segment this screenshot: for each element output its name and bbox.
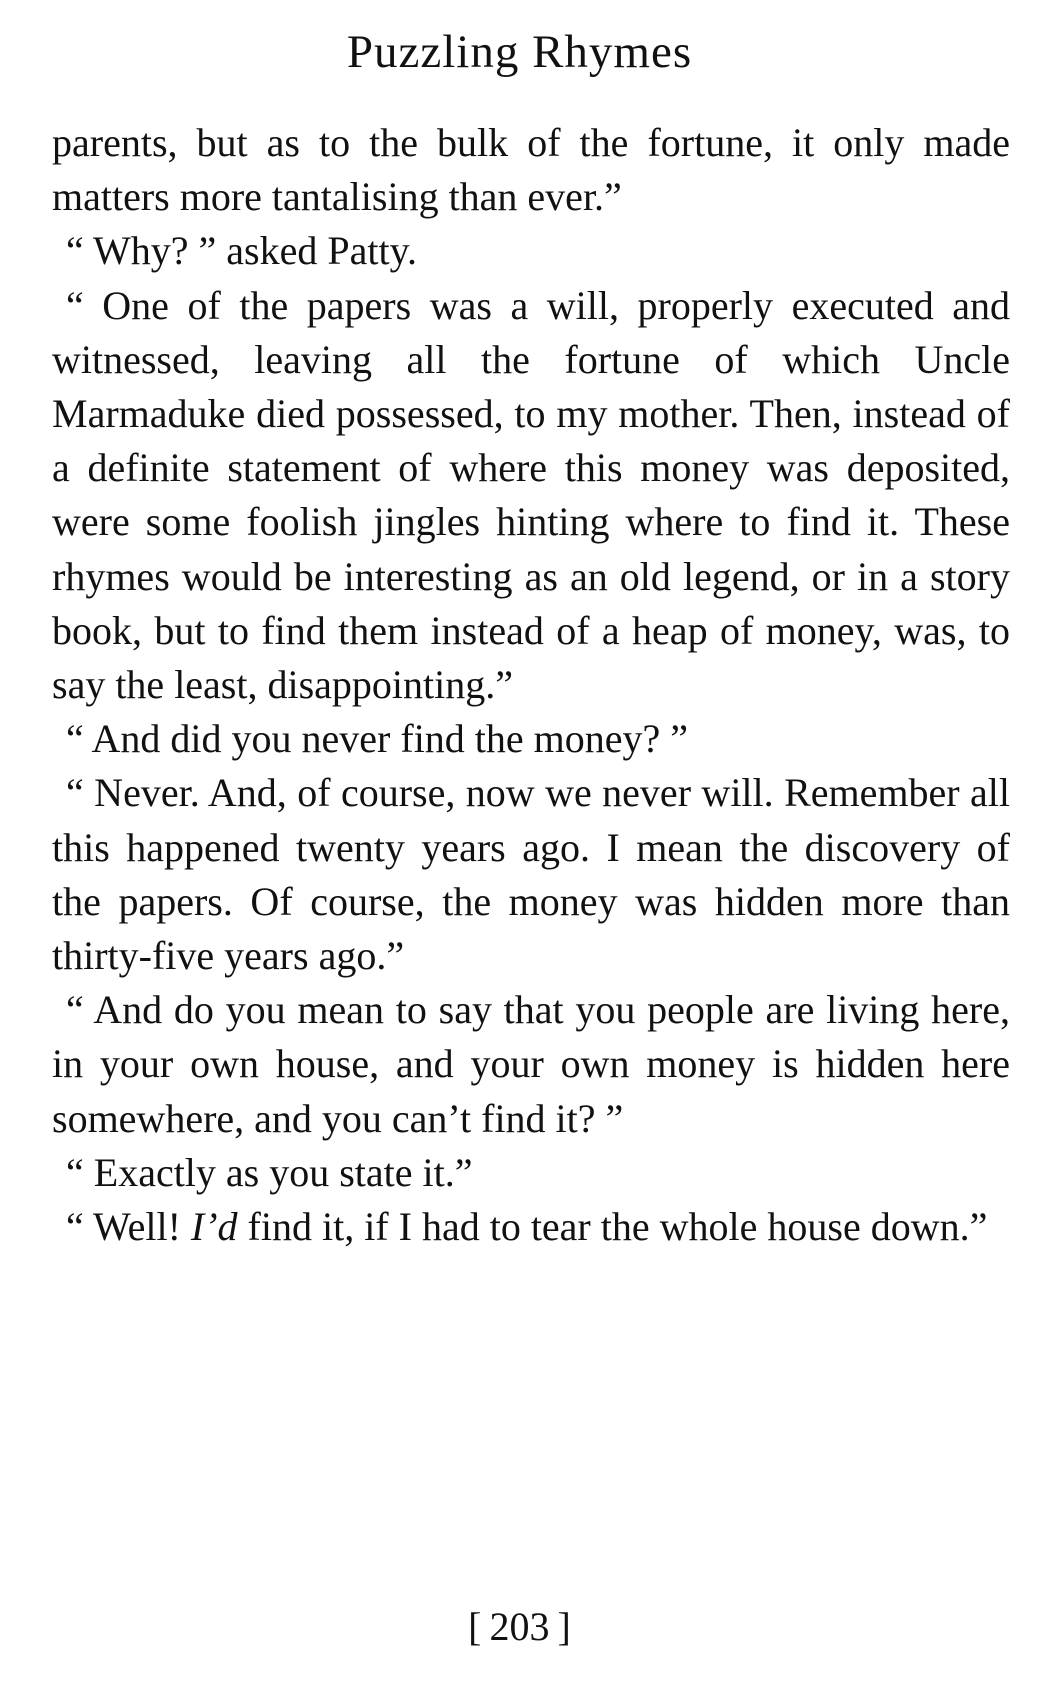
paragraph-lead: “ Well! bbox=[66, 1204, 191, 1250]
paragraph-rest: find it, if I had to tear the whole house down.” bbox=[237, 1204, 988, 1250]
paragraph-continuation: parents, but as to the bulk of the fortune, it only made matters more tantalising than ever.” bbox=[52, 120, 1010, 220]
paragraph-dialogue: “ Never. And, of course, now we never will. Remember all this happened twenty years ago. I mean the discovery of the papers. Of course, the money was hidden more than thirty-five years ago.” bbox=[52, 770, 1010, 979]
emphasis-text: I’d bbox=[190, 1204, 238, 1250]
paragraph-dialogue: “ Exactly as you state it.” bbox=[66, 1149, 473, 1195]
close-bracket: ] bbox=[557, 1604, 571, 1649]
paragraph-dialogue: “ One of the papers was a will, properly executed and witnessed, leaving all the fortune of which Uncle Marmaduke died possessed, to my mother. Then, instead of a definite statement of where this money was deposited, were some foolish jingles hinting where to find it. These rhymes would be interesting as an old legend, or in a story book, but to find them instead of a heap of money, was, to say the least, disappointing.” bbox=[52, 282, 1010, 708]
page-number: 203 bbox=[489, 1604, 550, 1649]
paragraph-dialogue bbox=[52, 1200, 1010, 1254]
open-bracket: [ bbox=[468, 1604, 482, 1649]
paragraph-dialogue: “ And did you never find the money? ” bbox=[66, 716, 689, 762]
paragraph-dialogue: “ Why? ” asked Patty. bbox=[66, 228, 417, 274]
body-text bbox=[52, 116, 1010, 1254]
page-number-footer bbox=[0, 1600, 1039, 1654]
running-title: Puzzling Rhymes bbox=[346, 26, 693, 78]
paragraph-dialogue: “ And do you mean to say that you people are living here, in your own house, and your own money is hidden here somewhere, and you can’t find it? ” bbox=[52, 987, 1010, 1141]
